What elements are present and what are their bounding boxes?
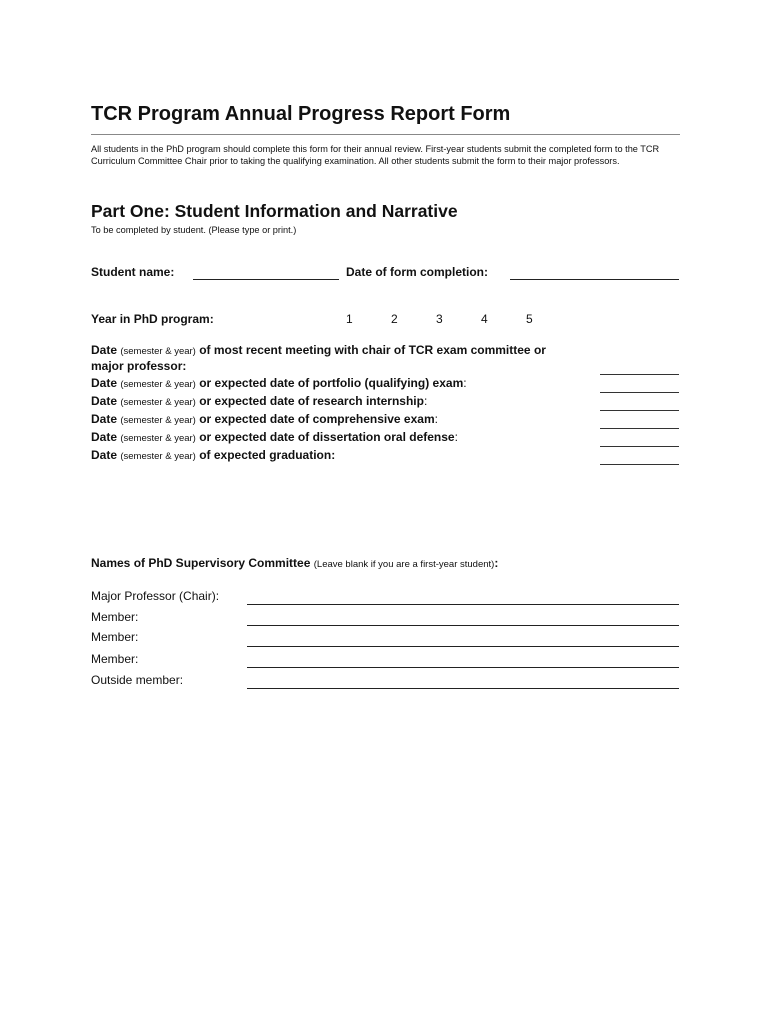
semester-note: (semester & year) xyxy=(120,397,196,408)
member-2-field[interactable] xyxy=(247,646,679,647)
meeting-text: of most recent meeting with chair of TCR exam committee or xyxy=(199,343,546,357)
semester-note: (semester & year) xyxy=(120,433,196,444)
outside-member-field[interactable] xyxy=(247,688,679,689)
committee-note: (Leave blank if you are a first-year student) xyxy=(313,559,495,570)
date-dissertation-field[interactable] xyxy=(600,446,679,447)
internship-text: or expected date of research internship xyxy=(199,394,424,408)
date-portfolio-field[interactable] xyxy=(600,392,679,393)
student-name-label: Student name: xyxy=(91,265,175,279)
date-graduation-label xyxy=(91,448,335,464)
year-option-4[interactable]: 4 xyxy=(481,312,488,326)
semester-note: (semester & year) xyxy=(120,379,196,390)
comprehensive-text: or expected date of comprehensive exam xyxy=(199,412,435,426)
date-comprehensive-field[interactable] xyxy=(600,428,679,429)
date-word: Date xyxy=(91,448,118,462)
date-internship-label xyxy=(91,394,427,410)
date-meeting-label xyxy=(91,343,581,374)
student-name-field[interactable] xyxy=(193,279,339,280)
date-word: Date xyxy=(91,376,118,390)
date-word: Date xyxy=(91,394,118,408)
year-label: Year in PhD program: xyxy=(91,312,214,326)
major-professor-label: Major Professor (Chair): xyxy=(91,589,220,603)
member-3-label: Member: xyxy=(91,652,139,666)
year-option-2[interactable]: 2 xyxy=(391,312,398,326)
page-title: TCR Program Annual Progress Report Form xyxy=(91,103,511,125)
date-word: Date xyxy=(91,430,118,444)
part-one-heading: Part One: Student Information and Narrative xyxy=(91,201,458,221)
colon: : xyxy=(454,430,458,444)
part-one-instructions: To be completed by student. (Please type or print.) xyxy=(91,225,297,235)
portfolio-text: or expected date of portfolio (qualifying) exam xyxy=(199,376,464,390)
year-option-5[interactable]: 5 xyxy=(526,312,533,326)
member-1-field[interactable] xyxy=(247,625,679,626)
dissertation-text: or expected date of dissertation oral defense xyxy=(199,430,455,444)
semester-note: (semester & year) xyxy=(120,451,196,462)
meeting-text-cont: major professor: xyxy=(91,359,187,373)
colon: : xyxy=(463,376,467,390)
date-meeting-field[interactable] xyxy=(600,374,679,375)
member-1-label: Member: xyxy=(91,610,139,624)
outside-member-label: Outside member: xyxy=(91,673,184,687)
member-3-field[interactable] xyxy=(247,667,679,668)
major-professor-field[interactable] xyxy=(247,604,679,605)
date-internship-field[interactable] xyxy=(600,410,679,411)
semester-note: (semester & year) xyxy=(120,346,196,357)
intro-paragraph: All students in the PhD program should complete this form for their annual review. First-year students submit the completed form to the TCR Curriculum Committee Chair prior to taking the qualifying examination. All other students submit the form to their major professors. xyxy=(91,144,660,166)
title-divider xyxy=(91,134,680,135)
colon: : xyxy=(434,412,438,426)
year-option-1[interactable]: 1 xyxy=(346,312,353,326)
committee-title: Names of PhD Supervisory Committee xyxy=(91,556,311,570)
date-dissertation-label xyxy=(91,430,458,446)
committee-colon: : xyxy=(494,556,499,570)
date-word: Date xyxy=(91,412,118,426)
graduation-text: of expected graduation: xyxy=(199,448,336,462)
member-2-label: Member: xyxy=(91,630,139,644)
colon: : xyxy=(423,394,428,408)
date-completion-field[interactable] xyxy=(510,279,679,280)
committee-heading xyxy=(91,556,498,570)
semester-note: (semester & year) xyxy=(120,415,196,426)
date-graduation-field[interactable] xyxy=(600,464,679,465)
date-completion-label: Date of form completion: xyxy=(346,265,489,279)
date-word: Date xyxy=(91,343,118,357)
year-option-3[interactable]: 3 xyxy=(436,312,443,326)
date-portfolio-label xyxy=(91,376,467,392)
date-comprehensive-label xyxy=(91,412,438,428)
